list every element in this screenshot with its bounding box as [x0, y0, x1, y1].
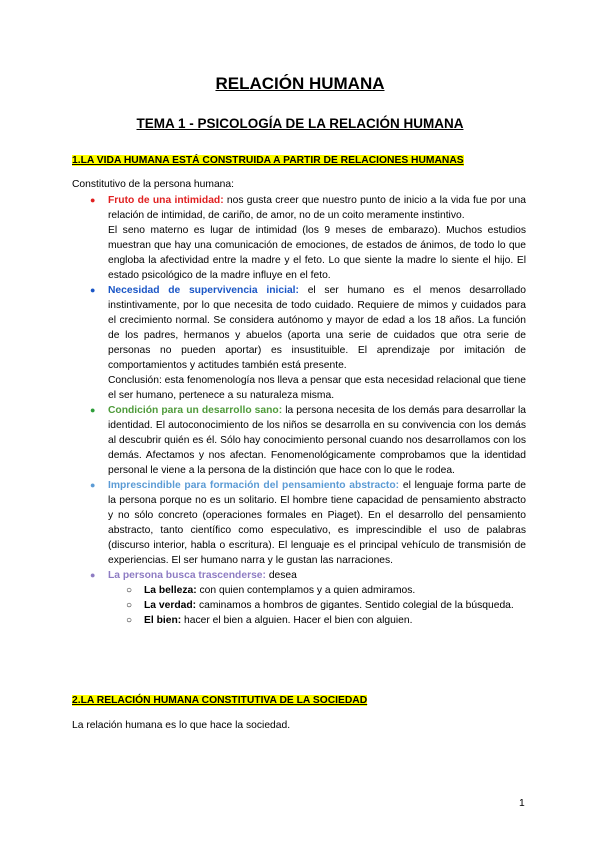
- item-text: el lenguaje forma parte de la persona porque no es un solitario. El hombre tiene capacidad de pensamiento abstracto y no sólo concreto (operaciones formales en Piaget). En el desarrollo del pensamiento abstracto, tanto científico como especulativo, es imprescindible el uso de palabras (discurso interior, habla o escritura). El lenguaje es el principal vehículo de transmisión de experiencias. El ser humano narra y le gustan las narraciones.: [108, 480, 527, 566]
- list-item: [108, 568, 526, 628]
- item-lead: Imprescindible para formación del pensamiento abstracto:: [108, 480, 400, 491]
- sub-item-lead: La verdad:: [144, 600, 197, 611]
- sub-list-item: [144, 613, 526, 628]
- item-text: nos gusta creer que nuestro punto de inicio a la vida fue por una relación de intimidad, de cariño, de amor, no de un coito meramente instintivo.: [108, 195, 526, 221]
- sub-list-item: [144, 583, 526, 598]
- bullet-list: [72, 193, 526, 628]
- item-lead: Necesidad de supervivencia inicial:: [108, 285, 299, 296]
- list-item: [108, 403, 526, 478]
- sub-item-text: caminamos a hombros de gigantes. Sentido colegial de la búsqueda.: [196, 600, 514, 611]
- sub-item-text: con quien contemplamos y a quien admiramos.: [196, 585, 416, 596]
- document-title: RELACIÓN HUMANA: [215, 74, 385, 93]
- item-lead: La persona busca trascenderse:: [108, 570, 266, 581]
- closing-text: La relación humana es lo que hace la sociedad.: [72, 720, 291, 731]
- sub-item-lead: La belleza:: [144, 585, 197, 596]
- topic-title: TEMA 1 - PSICOLOGÍA DE LA RELACIÓN HUMANA: [136, 116, 464, 131]
- section-heading-2-text: 2.LA RELACIÓN HUMANA CONSTITUTIVA DE LA SOCIEDAD: [72, 695, 368, 706]
- item-extra: Conclusión: esta fenomenología nos lleva a pensar que esta necesidad relacional que tiene el ser humano, pertenece a su naturaleza misma.: [108, 375, 526, 401]
- intro-text: Constitutivo de la persona humana:: [72, 179, 234, 190]
- item-lead: Fruto de una intimidad:: [108, 195, 224, 206]
- page-number: 1: [519, 798, 525, 809]
- section-heading-1-text: 1.LA VIDA HUMANA ESTÁ CONSTRUIDA A PARTIR DE RELACIONES HUMANAS: [72, 155, 464, 166]
- item-lead: Condición para un desarrollo sano:: [108, 405, 283, 416]
- sub-list-item: [144, 598, 526, 613]
- section-heading-1: [72, 150, 464, 168]
- item-extra: El seno materno es lugar de intimidad (los 9 meses de embarazo). Muchos estudios muestran que hay una comunicación de emociones, de estados de ánimos, de todo lo que engloba la afectividad entre la madre y el feto. Lo que siente la madre lo siente el hijo. El estado psicológico de la madre influye en el feto.: [108, 225, 526, 281]
- sub-item-text: hacer el bien a alguien. Hacer el bien con alguien.: [181, 615, 413, 626]
- sub-item-lead: El bien:: [144, 615, 182, 626]
- list-item: [108, 478, 526, 568]
- item-text: la persona necesita de los demás para desarrollar la identidad. El autoconocimiento de los niños se desarrolla en su convivencia con los demás al descubrir quién es él. Sólo hay conocimiento personal cuando nos desarrollamos con los demás. Afectamos y nos afectan. Fenomenológicamente comprobamos que la identidad personal le viene a la persona de la distinción que hace con lo que le rodea.: [108, 405, 526, 476]
- section-heading-2: [72, 690, 367, 708]
- item-text: el ser humano es el menos desarrollado instintivamente, por lo que necesita de todo cuidado. Requiere de mimos y cuidados para el crecimiento normal. Se considera autónomo y mayor de edad a los 18 años. La función de los padres, hermanos y abuelos (aporta una serie de cuidados que otra serie de personas no pueden aportar) es insustituible. El aprendizaje por imitación de comportamientos y actitudes también está presente.: [108, 285, 526, 371]
- sub-list: [108, 583, 526, 628]
- list-item: [108, 283, 526, 403]
- item-text: desea: [265, 570, 297, 581]
- list-item: [108, 193, 526, 283]
